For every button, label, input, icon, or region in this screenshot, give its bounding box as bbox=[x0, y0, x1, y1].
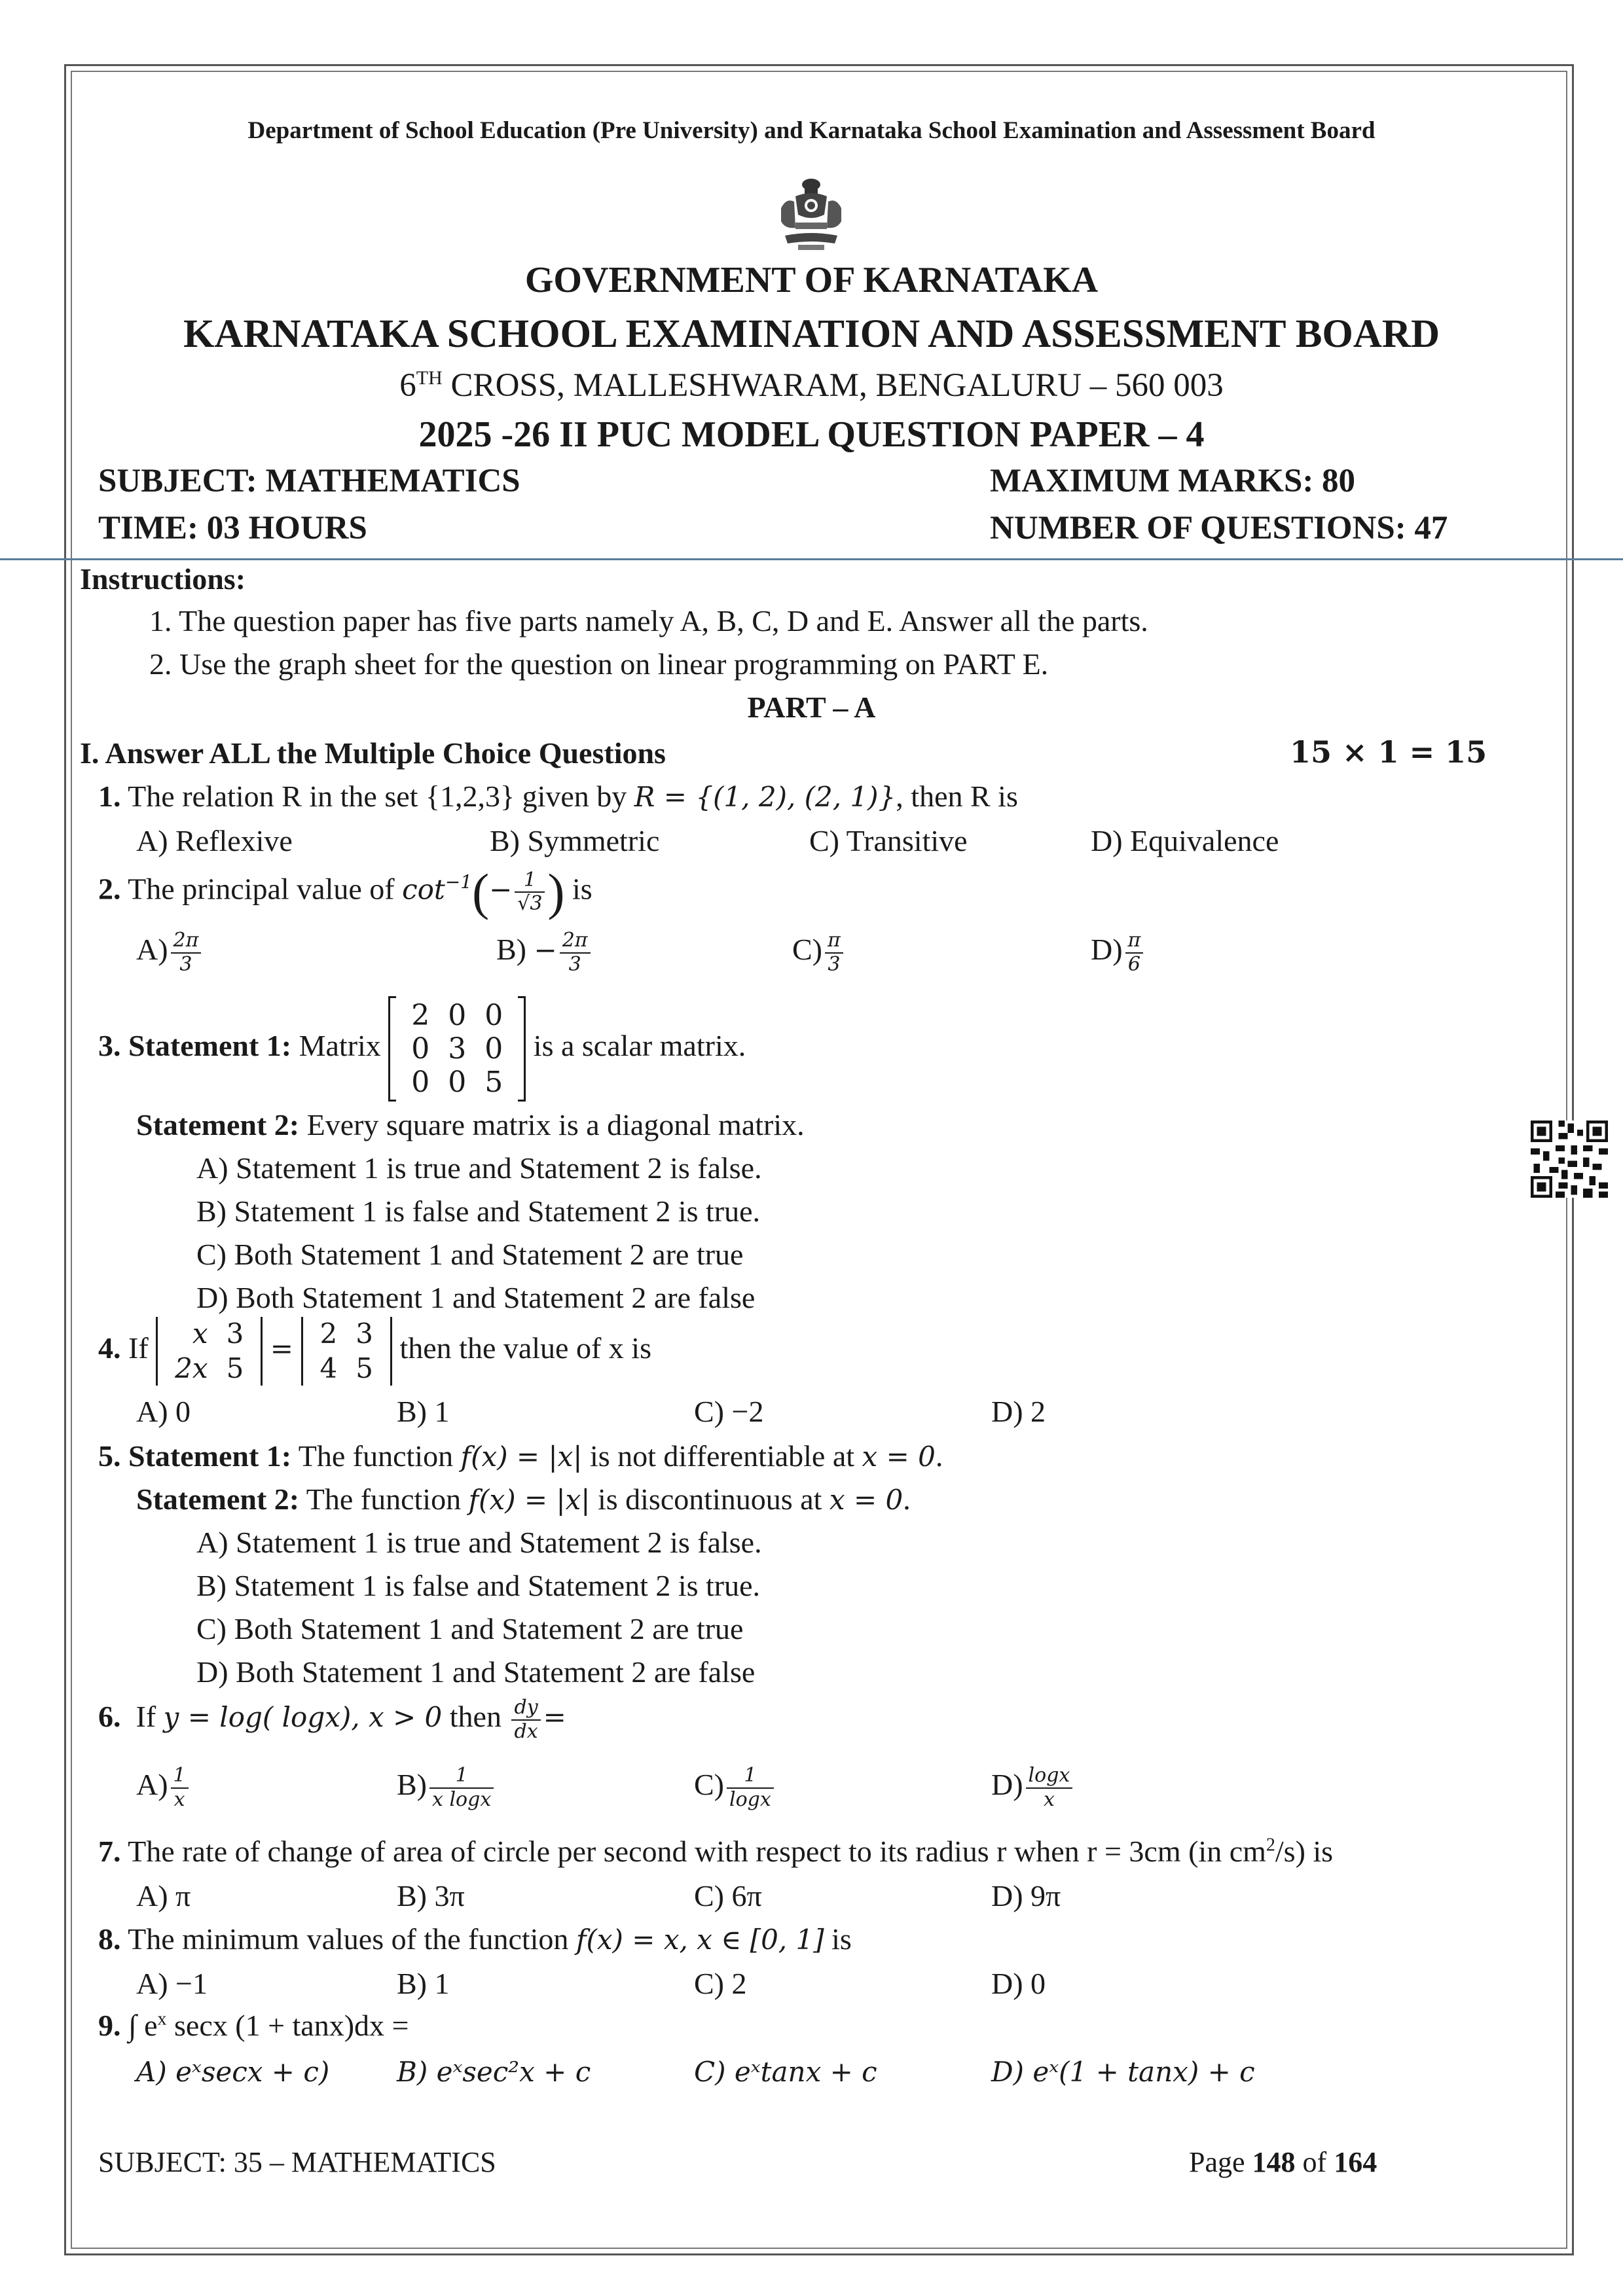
question-7: 7. The rate of change of area of circle per second with respect to its radius r when r = 3cm (in $cm^2/s$) is bbox=[98, 1835, 1334, 1868]
part-a-title: PART – A bbox=[747, 691, 876, 724]
footer-subject: SUBJECT: 35 – MATHEMATICS bbox=[98, 2146, 496, 2178]
question-5: 5. Statement 1: The function f(x) = |x| is not differentiable at x = 0. bbox=[98, 1439, 943, 1473]
q2-option-a: A) $\frac{2\pi}{3}$ bbox=[136, 929, 204, 976]
q6-option-a: A) $\frac{1}{x}$ bbox=[136, 1765, 191, 1811]
q4-option-a: A) 0 bbox=[136, 1395, 191, 1428]
question-2: 2. The principal value of $\cot^{-1}(-$ $\frac{1}{√3}$ ) is bbox=[98, 863, 593, 920]
section-marks: 15 × 1 = 15 bbox=[1290, 734, 1487, 770]
q8-option-d: D) 0 bbox=[991, 1967, 1046, 2000]
board-title: KARNATAKA SCHOOL EXAMINATION AND ASSESSMENT BOARD bbox=[183, 312, 1440, 356]
q9-option-a: A) eˣsecx + c) bbox=[136, 2056, 330, 2088]
q5-statement-2: Statement 2: The function f(x) = |x| is discontinuous at x = 0. bbox=[136, 1482, 911, 1516]
q5-option-c: C) Both Statement 1 and Statement 2 are true bbox=[196, 1612, 744, 1645]
q8-option-a: A) −1 bbox=[136, 1967, 208, 2000]
subject-label: SUBJECT: MATHEMATICS bbox=[98, 463, 520, 499]
num-questions-label: NUMBER OF QUESTIONS: 47 bbox=[990, 510, 1448, 547]
q7-option-a: A) π bbox=[136, 1879, 191, 1912]
section-heading: I. Answer ALL the Multiple Choice Questions bbox=[80, 736, 666, 770]
q2-option-b: B) − $\frac{2\pi}{3}$ bbox=[496, 929, 593, 976]
q5-option-b: B) Statement 1 is false and Statement 2 is true. bbox=[196, 1569, 761, 1602]
determinant-right: 2 3 4 5 bbox=[301, 1317, 392, 1386]
q3-option-c: C) Both Statement 1 and Statement 2 are true bbox=[196, 1238, 744, 1271]
q7-option-d: D) 9π bbox=[991, 1879, 1061, 1912]
determinant-left: x 3 2x 5 bbox=[156, 1317, 263, 1386]
q2-option-d: D) $\frac{\pi}{6}$ bbox=[1091, 929, 1146, 976]
question-6: 6. If y = log( logx), x > 0 then $\frac{dy}{dx}$ = bbox=[98, 1696, 566, 1743]
time-label: TIME: 03 HOURS bbox=[98, 510, 367, 547]
footer-page-number: Page 148 of 164 bbox=[1189, 2146, 1377, 2178]
instruction-item-1: 1. The question paper has five parts namely A, B, C, D and E. Answer all the parts. bbox=[149, 604, 1148, 637]
q6-option-c: C) $\frac{1}{\log x}$ bbox=[694, 1765, 776, 1811]
instruction-item-2: 2. Use the graph sheet for the question on linear programming on PART E. bbox=[149, 647, 1049, 681]
q8-option-b: B) 1 bbox=[397, 1967, 450, 2000]
question-1: 1. The relation R in the set {1,2,3} given by R = {(1, 2), (2, 1)}, then R is bbox=[98, 780, 1018, 813]
question-8: 8. The minimum values of the function f(x) = x, x ∈ [0, 1] is bbox=[98, 1922, 852, 1956]
instructions-heading: Instructions: bbox=[80, 562, 246, 596]
paper-title: 2025 -26 II PUC MODEL QUESTION PAPER – 4 bbox=[418, 414, 1205, 455]
question-9: 9. ∫ $e^x$ secx (1 + tanx)dx = bbox=[98, 2009, 409, 2042]
q6-option-b: B) $\frac{1}{\text{x logx}}$ bbox=[397, 1765, 496, 1811]
q4-option-b: B) 1 bbox=[397, 1395, 450, 1428]
q1-option-c: C) Transitive bbox=[809, 824, 968, 857]
q3-option-d: D) Both Statement 1 and Statement 2 are false bbox=[196, 1281, 756, 1314]
q8-option-c: C) 2 bbox=[694, 1967, 747, 2000]
q1-option-b: B) Symmetric bbox=[490, 824, 660, 857]
q5-option-d: D) Both Statement 1 and Statement 2 are false bbox=[196, 1655, 756, 1689]
q3-statement-2: Statement 2: Every square matrix is a diagonal matrix. bbox=[136, 1108, 805, 1141]
divider-line bbox=[0, 558, 1623, 560]
q6-option-d: D) $\frac{\log x}{x}$ bbox=[991, 1765, 1075, 1811]
question-4: 4. If x 3 2x 5 = 2 3 4 5 then the value of x is bbox=[98, 1317, 651, 1386]
q3-option-b: B) Statement 1 is false and Statement 2 is true. bbox=[196, 1194, 761, 1228]
question-3: 3. Statement 1: Matrix 2 0 0 0 3 0 0 0 5 is a scalar matrix. bbox=[98, 996, 746, 1102]
scalar-matrix: 2 0 0 0 3 0 0 0 5 bbox=[388, 996, 526, 1102]
qr-code bbox=[1531, 1121, 1608, 1198]
q5-option-a: A) Statement 1 is true and Statement 2 is false. bbox=[196, 1526, 762, 1559]
q1-option-d: D) Equivalence bbox=[1091, 824, 1279, 857]
q9-option-d: D) eˣ(1 + tanx) + c bbox=[991, 2056, 1255, 2088]
q9-option-c: C) eˣtanx + c bbox=[694, 2056, 877, 2088]
department-line: Department of School Education (Pre University) and Karnataka School Examination and Assessment Board bbox=[247, 117, 1376, 144]
q4-option-c: C) −2 bbox=[694, 1395, 764, 1428]
board-address: 6TH CROSS, MALLESHWARAM, BENGALURU – 560 003 bbox=[399, 367, 1224, 404]
q2-option-c: C) $\frac{\pi}{3}$ bbox=[792, 929, 846, 976]
q4-option-d: D) 2 bbox=[991, 1395, 1046, 1428]
q1-option-a: A) Reflexive bbox=[136, 824, 293, 857]
max-marks-label: MAXIMUM MARKS: 80 bbox=[990, 463, 1356, 499]
q7-option-b: B) 3π bbox=[397, 1879, 465, 1912]
government-title: GOVERNMENT OF KARNATAKA bbox=[524, 260, 1099, 300]
state-emblem-icon bbox=[776, 175, 847, 254]
q9-option-b: B) eˣsec²x + c bbox=[397, 2056, 591, 2088]
q3-option-a: A) Statement 1 is true and Statement 2 is false. bbox=[196, 1151, 762, 1185]
q7-option-c: C) 6π bbox=[694, 1879, 762, 1912]
